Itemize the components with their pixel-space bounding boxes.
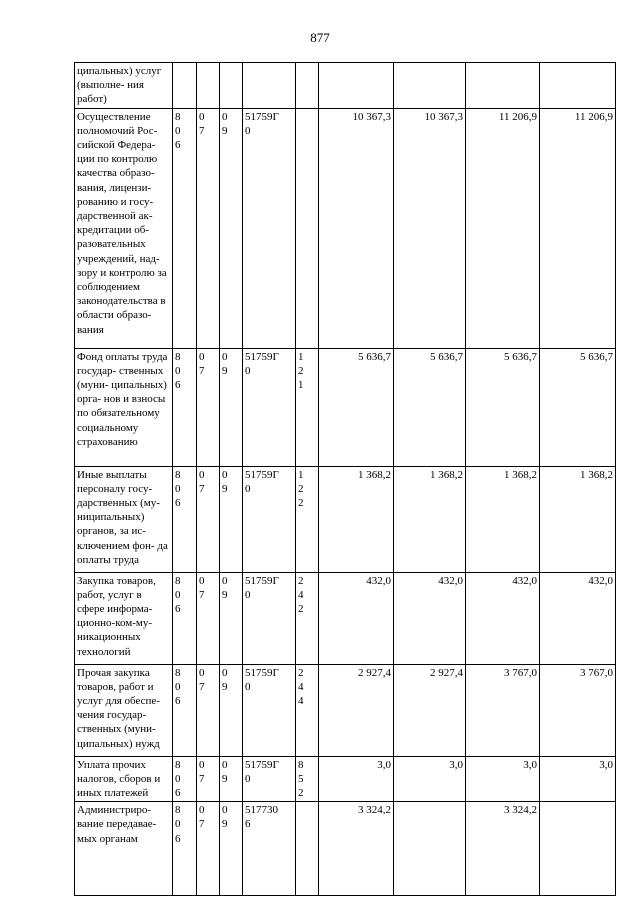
code-vr-digit: 2 — [298, 482, 304, 495]
amount-v1-cell: 432,0 — [319, 572, 394, 664]
code-pr-cell — [220, 802, 243, 896]
code-gr-digit: 6 — [175, 695, 181, 708]
code-rz-digit: 0 — [199, 350, 205, 363]
code-rz-digit: 0 — [199, 758, 205, 771]
amount-v3-cell: 3,0 — [466, 756, 540, 802]
table-row — [75, 466, 616, 572]
amount-v1-cell — [319, 63, 394, 109]
code-pr-digit: 9 — [222, 680, 228, 693]
amount-v2-cell: 10 367,3 — [394, 108, 466, 348]
code-rz-cell — [197, 664, 220, 756]
amount-v2-cell: 1 368,2 — [394, 466, 466, 572]
code-rz-digit: 7 — [199, 588, 205, 601]
code-csr-line: 51759Г — [245, 350, 279, 363]
code-rz-digit: 0 — [199, 110, 205, 123]
code-gr-digit: 8 — [175, 110, 181, 123]
code-pr-cell — [220, 572, 243, 664]
code-vr-digit: 2 — [298, 497, 304, 510]
amount-v2-cell — [394, 802, 466, 896]
amount-v4-cell — [540, 63, 616, 109]
amount-v1-cell: 1 368,2 — [319, 466, 394, 572]
table-body — [75, 63, 616, 896]
amount-v4-cell — [540, 802, 616, 896]
code-pr-digit: 0 — [222, 468, 228, 481]
code-vr-digit: 2 — [298, 787, 304, 800]
code-pr-digit: 9 — [222, 482, 228, 495]
code-vr-cell — [296, 108, 319, 348]
row-name-cell: Закупка товаров, работ, услуг в сфере информа- ционно-ком-му- никационных технологий — [75, 572, 173, 664]
code-gr-digit: 0 — [175, 124, 181, 137]
row-name-cell: Администриро- вание передавае- мых органам — [75, 802, 173, 896]
code-pr-digit: 0 — [222, 666, 228, 679]
code-csr-line: 51759Г — [245, 110, 279, 123]
amount-v3-cell: 3 767,0 — [466, 664, 540, 756]
code-gr-cell — [173, 756, 197, 802]
code-rz-digit: 0 — [199, 574, 205, 587]
code-gr-cell — [173, 664, 197, 756]
amount-v3-cell — [466, 63, 540, 109]
row-name-cell: ципальных) услуг (выполне- ния работ) — [75, 63, 173, 109]
code-rz-digit: 0 — [199, 666, 205, 679]
code-csr-cell — [243, 756, 296, 802]
amount-v1-cell: 2 927,4 — [319, 664, 394, 756]
code-gr-digit: 0 — [175, 680, 181, 693]
code-gr-cell — [173, 108, 197, 348]
code-gr-digit: 0 — [175, 482, 181, 495]
code-rz-digit: 7 — [199, 772, 205, 785]
code-pr-cell — [220, 664, 243, 756]
row-name-cell: Осуществление полномочий Рос- сийской Федера- ции по контролю качества образо- вания, лицензи- рованию и госу- дарственной ак- кредитации об- разовательных учреждений, над- зору и контролю за соблюдением законодательства в области образо- вания — [75, 108, 173, 348]
budget-table — [74, 62, 616, 896]
code-gr-digit: 8 — [175, 804, 181, 817]
amount-v3-cell: 5 636,7 — [466, 348, 540, 466]
table-row — [75, 572, 616, 664]
code-vr-digit: 1 — [298, 350, 304, 363]
code-csr-line: 51759Г — [245, 468, 279, 481]
code-gr-digit: 8 — [175, 758, 181, 771]
code-vr-digit: 4 — [298, 695, 304, 708]
code-vr-digit: 2 — [298, 364, 304, 377]
code-rz-digit: 7 — [199, 124, 205, 137]
code-gr-digit: 0 — [175, 588, 181, 601]
code-pr-cell — [220, 756, 243, 802]
code-pr-digit: 0 — [222, 758, 228, 771]
code-vr-cell — [296, 63, 319, 109]
amount-v2-cell — [394, 63, 466, 109]
code-csr-cell — [243, 572, 296, 664]
code-rz-cell — [197, 348, 220, 466]
code-csr-line: 0 — [245, 124, 251, 137]
row-name-cell: Прочая закупка товаров, работ и услуг для обеспе- чения государ- ственных (муни- ципальных) нужд — [75, 664, 173, 756]
code-csr-cell — [243, 802, 296, 896]
amount-v1-cell: 5 636,7 — [319, 348, 394, 466]
amount-v3-cell: 432,0 — [466, 572, 540, 664]
code-pr-digit: 9 — [222, 818, 228, 831]
amount-v2-cell: 5 636,7 — [394, 348, 466, 466]
code-gr-digit: 6 — [175, 787, 181, 800]
code-gr-digit: 6 — [175, 603, 181, 616]
amount-v2-cell: 432,0 — [394, 572, 466, 664]
code-pr-digit: 9 — [222, 588, 228, 601]
code-gr-digit: 6 — [175, 497, 181, 510]
code-csr-line: 51759Г — [245, 574, 279, 587]
code-csr-line: 0 — [245, 772, 251, 785]
code-rz-cell — [197, 756, 220, 802]
amount-v4-cell: 5 636,7 — [540, 348, 616, 466]
code-rz-digit: 7 — [199, 482, 205, 495]
code-rz-digit: 0 — [199, 468, 205, 481]
code-rz-cell — [197, 63, 220, 109]
code-pr-digit: 9 — [222, 772, 228, 785]
page-number: 877 — [310, 30, 330, 45]
table-row — [75, 63, 616, 109]
code-pr-digit: 9 — [222, 124, 228, 137]
code-vr-digit: 1 — [298, 468, 304, 481]
code-gr-digit: 0 — [175, 364, 181, 377]
code-vr-cell — [296, 572, 319, 664]
amount-v3-cell: 1 368,2 — [466, 466, 540, 572]
table-row — [75, 664, 616, 756]
code-rz-cell — [197, 466, 220, 572]
code-vr-digit: 2 — [298, 603, 304, 616]
code-pr-digit: 9 — [222, 364, 228, 377]
code-gr-cell — [173, 466, 197, 572]
amount-v4-cell: 3 767,0 — [540, 664, 616, 756]
code-csr-line: 0 — [245, 364, 251, 377]
code-pr-digit: 0 — [222, 350, 228, 363]
code-csr-cell — [243, 664, 296, 756]
code-pr-cell — [220, 108, 243, 348]
code-gr-digit: 6 — [175, 379, 181, 392]
code-vr-cell — [296, 466, 319, 572]
code-csr-line: 0 — [245, 680, 251, 693]
code-rz-digit: 7 — [199, 364, 205, 377]
code-rz-digit: 0 — [199, 804, 205, 817]
code-vr-cell — [296, 802, 319, 896]
code-pr-digit: 0 — [222, 110, 228, 123]
code-gr-digit: 6 — [175, 139, 181, 152]
code-csr-cell — [243, 63, 296, 109]
code-rz-digit: 7 — [199, 818, 205, 831]
code-csr-cell — [243, 348, 296, 466]
code-rz-cell — [197, 802, 220, 896]
code-csr-line: 6 — [245, 818, 251, 831]
code-vr-digit: 1 — [298, 379, 304, 392]
code-gr-cell — [173, 802, 197, 896]
code-gr-digit: 0 — [175, 818, 181, 831]
amount-v3-cell: 11 206,9 — [466, 108, 540, 348]
code-gr-digit: 8 — [175, 350, 181, 363]
code-rz-digit: 7 — [199, 680, 205, 693]
code-pr-cell — [220, 466, 243, 572]
table-row — [75, 108, 616, 348]
code-vr-cell — [296, 664, 319, 756]
table-row — [75, 802, 616, 896]
amount-v4-cell: 1 368,2 — [540, 466, 616, 572]
row-name-cell: Уплата прочих налогов, сборов и иных платежей — [75, 756, 173, 802]
code-pr-digit: 0 — [222, 804, 228, 817]
code-rz-cell — [197, 108, 220, 348]
code-gr-digit: 8 — [175, 468, 181, 481]
amount-v1-cell: 3 324,2 — [319, 802, 394, 896]
table-row — [75, 756, 616, 802]
code-vr-digit: 4 — [298, 680, 304, 693]
amount-v2-cell: 3,0 — [394, 756, 466, 802]
amount-v1-cell: 3,0 — [319, 756, 394, 802]
code-vr-cell — [296, 348, 319, 466]
amount-v4-cell: 3,0 — [540, 756, 616, 802]
code-csr-cell — [243, 466, 296, 572]
amount-v1-cell: 10 367,3 — [319, 108, 394, 348]
amount-v3-cell: 3 324,2 — [466, 802, 540, 896]
code-vr-cell — [296, 756, 319, 802]
code-csr-line: 51759Г — [245, 666, 279, 679]
code-csr-line: 51759Г — [245, 758, 279, 771]
code-gr-cell — [173, 348, 197, 466]
code-vr-digit: 2 — [298, 666, 304, 679]
code-gr-cell — [173, 572, 197, 664]
row-name-cell: Фонд оплаты труда государ- ственных (муни- ципальных) орга- нов и взносы по обязательному социальному страхованию — [75, 348, 173, 466]
table-row — [75, 348, 616, 466]
code-csr-line: 0 — [245, 482, 251, 495]
code-vr-digit: 8 — [298, 758, 304, 771]
code-rz-cell — [197, 572, 220, 664]
code-vr-digit: 2 — [298, 574, 304, 587]
code-gr-cell — [173, 63, 197, 109]
amount-v2-cell: 2 927,4 — [394, 664, 466, 756]
code-pr-cell — [220, 348, 243, 466]
code-gr-digit: 8 — [175, 666, 181, 679]
code-pr-cell — [220, 63, 243, 109]
code-csr-line: 517730 — [245, 804, 278, 817]
code-gr-digit: 0 — [175, 772, 181, 785]
code-pr-digit: 0 — [222, 574, 228, 587]
code-vr-digit: 5 — [298, 772, 304, 785]
code-vr-digit: 4 — [298, 588, 304, 601]
row-name-cell: Иные выплаты персоналу госу- дарственных (му- ниципальных) органов, за ис- ключением фон- да оплаты труда — [75, 466, 173, 572]
code-gr-digit: 6 — [175, 832, 181, 845]
amount-v4-cell: 11 206,9 — [540, 108, 616, 348]
code-csr-line: 0 — [245, 588, 251, 601]
code-csr-cell — [243, 108, 296, 348]
code-gr-digit: 8 — [175, 574, 181, 587]
amount-v4-cell: 432,0 — [540, 572, 616, 664]
